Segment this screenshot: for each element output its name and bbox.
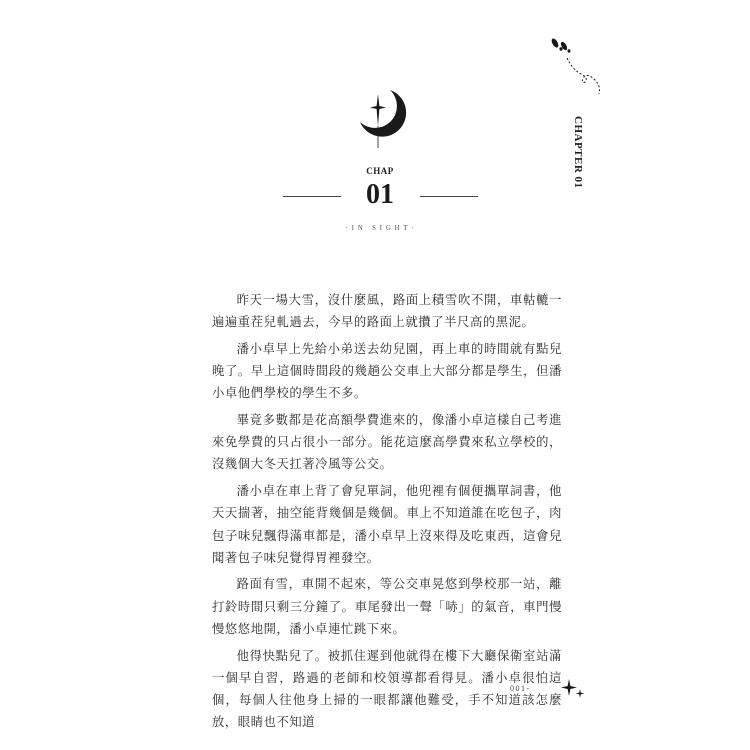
paragraph: 路面有雪，車開不起來，等公交車晃悠到學校那一站，離打鈴時間只剩三分鐘了。車尾發出一聲「哧」的氣音，車門慢慢悠悠地開，潘小卓連忙跳下來。	[212, 577, 562, 636]
footsteps-icon	[545, 34, 605, 100]
paragraph: 潘小卓在車上背了會兒單詞，他兜裡有個便攜單詞書，他天天揣著，抽空能背幾個是幾個。車上不知道誰在吃包子，肉包子味兒飄得滿車都是，潘小卓早上沒來得及吃東西，這會兒聞著包子味兒覺得胃裡發空。	[212, 484, 562, 565]
chapter-body	[212, 289, 562, 738]
page-number	[510, 684, 531, 693]
sparkles-icon	[560, 677, 586, 701]
paragraph: 潘小卓早上先給小弟送去幼兒園，再上車的時間就有點兒晚了。早上這個時間段的幾趟公交車上大部分都是學生，但潘小卓他們學校的學生不多。	[212, 341, 562, 401]
chapter-number: 01	[366, 179, 394, 210]
chapter-subtitle: · I N S I G H T ·	[345, 224, 415, 232]
paragraph: 他得快點兒了。被抓住遲到他就得在樓下大廳保衛室站滿一個早自習，路過的老師和校領導都看得見。潘小卓很怕這個，每個人往他身上掃的一眼都讓他難受，手不知道該怎麼放，眼睛也不知道	[212, 648, 562, 730]
paragraph: 昨天一場大雪，沒什麼風，路面上積雪吹不開，車軲轆一遍遍重茬兒軋過去，今早的路面上就攢了半尺高的黑泥。	[212, 293, 562, 330]
chapter-label: CHAP	[366, 166, 394, 176]
title-rule-left	[283, 196, 341, 197]
crescent-moon-star-icon	[356, 86, 408, 150]
page-number-dash: -	[526, 684, 531, 693]
title-rule-right	[420, 196, 478, 197]
page-number-value: 001	[510, 684, 527, 693]
side-chapter-label: CHAPTER 01	[572, 115, 584, 189]
paragraph: 畢竟多數都是花高額學費進來的，像潘小卓這樣自己考進來免學費的只占很小一部分。能花這麼高學費來私立學校的，沒幾個大冬天扛著冷風等公交。	[212, 413, 562, 472]
